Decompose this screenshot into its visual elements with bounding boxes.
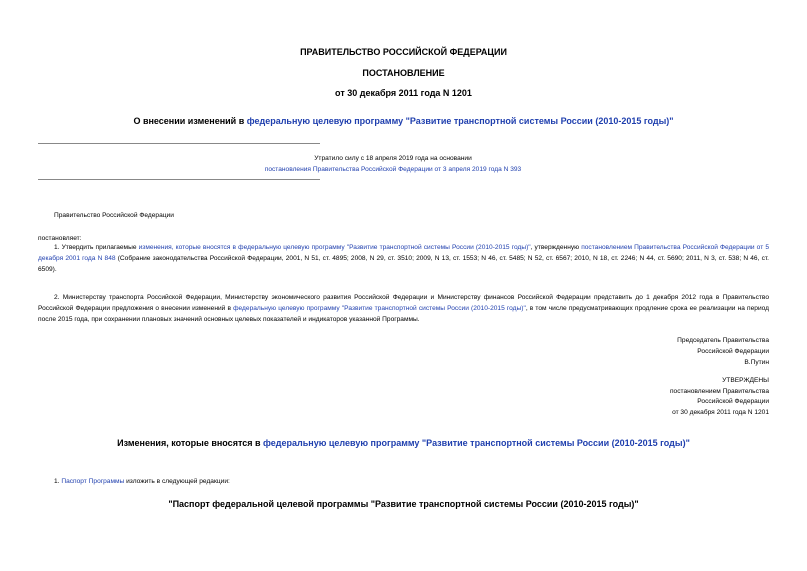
paragraph-2-text-b: , в том числе предусматривающих продление срока ее реализации на период после 2015 года, при сохранении плановых значений основных целевых показателей и индикаторов указанной Программы. [38,305,769,323]
item-1-text: изложить в следующей редакции: [124,478,230,485]
paragraph-2-text-a: 2. Министерству транспорта Российской Федерации, Министерству экономического развития Российской Федерации и Министерству финансов Российской Федерации представить до 1 декабря 2012 года в Правительство Российской Федерации предложения о внесении изменений в [38,294,769,312]
paragraph-1 [38,242,769,275]
signature-name: В.Путин [744,359,769,366]
notice-divider-top [38,143,320,144]
changes-title [0,438,807,448]
item-1-number: 1. [54,478,62,485]
passport-link[interactable]: Паспорт Программы [61,478,125,485]
approved-line4: от 30 декабря 2011 года N 1201 [672,409,769,416]
changes-title-text: Изменения, которые вносятся в [117,438,264,448]
paragraph-1-text-a: 1. Утвердить прилагаемые [54,244,139,251]
government-heading: ПРАВИТЕЛЬСТВО РОССИЙСКОЙ ФЕДЕРАЦИИ [300,47,507,57]
decrees-label: постановляет: [38,235,82,242]
approved-line3: Российской Федерации [697,398,769,405]
approved-line2: постановлением Правительства [669,388,769,395]
document-title-text: О внесении изменений в [133,116,247,126]
document-title [0,116,807,126]
document-type: ПОСТАНОВЛЕНИЕ [362,68,445,78]
program-link[interactable]: федеральную целевую программу "Развитие транспортной системы России (2010-2015 годы)" [246,116,674,126]
government-label: Правительство Российской Федерации [54,212,174,219]
decree-848-link[interactable]: постановлением Правительства Российской Федерации от 5 декабря 2001 года N 848 [38,244,769,262]
paragraph-1-text-c: (Собрание законодательства Российской Федерации, 2001, N 51, ст. 4895; 2008, N 29, ст. 3510; 2009, N 13, ст. 1553; N 46, ст. 5485; N 52, ст. 6567; 2010, N 18, ст. 2246; N 44, ст. 5690; 2011, N 3, ст. 538; N 46, ст. 6509). [38,255,769,273]
approved-line1: УТВЕРЖДЕНЫ [722,377,769,384]
item-1 [54,477,230,488]
changes-program-link[interactable]: федеральную целевую программу "Развитие транспортной системы России (2010-2015 годы)" [263,438,690,448]
passport-title: "Паспорт федеральной целевой программы "Развитие транспортной системы России (2010-2015 годы)" [168,499,639,509]
signature-line1: Председатель Правительства [677,337,769,344]
notice-line2 [18,165,768,176]
program-link-2[interactable]: федеральную целевую программу "Развитие транспортной системы России (2010-2015 годы)" [233,305,526,312]
changes-link[interactable]: изменения, которые вносятся в федеральную целевую программу "Развитие транспортной системы России (2010-2015 годы)" [138,244,531,251]
paragraph-1-text-b: , утвержденную [530,244,582,251]
notice-divider-bottom [38,179,320,180]
repeal-decree-link[interactable]: постановления Правительства Российской Федерации от 3 апреля 2019 года N 393 [264,166,522,173]
notice-line1: Утратило силу с 18 апреля 2019 года на основании [314,155,472,162]
paragraph-2 [38,292,769,325]
document-date-number: от 30 декабря 2011 года N 1201 [335,88,472,98]
signature-line2: Российской Федерации [697,348,769,355]
